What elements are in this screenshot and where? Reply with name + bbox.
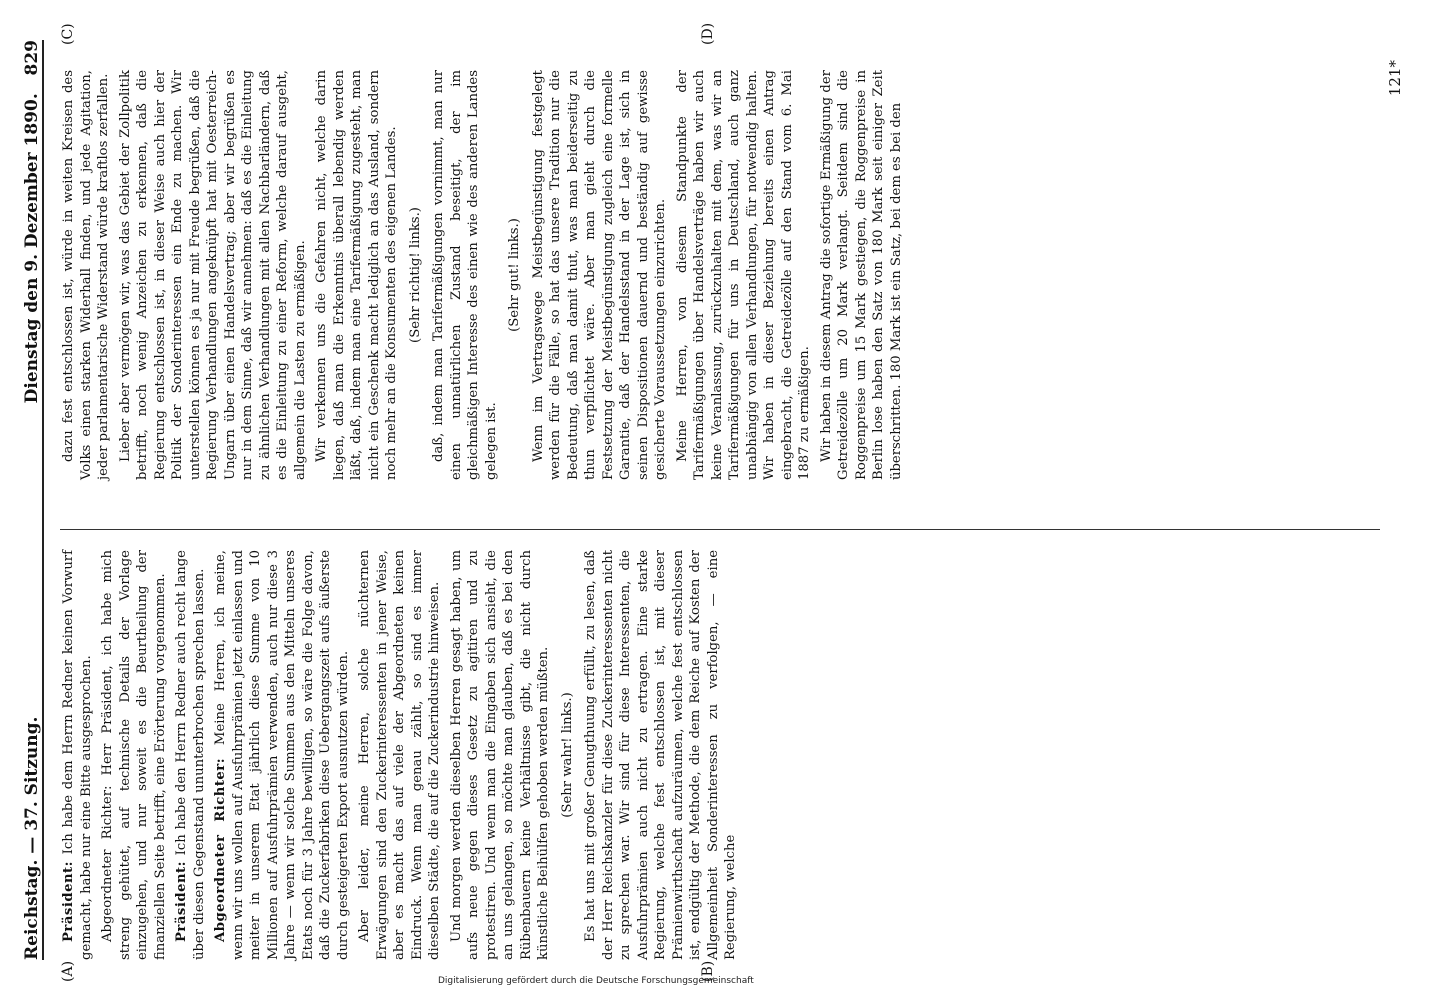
paragraph-text: Wenn im Vertragswege Meistbegünstigung festgelegt werden für die Fälle, so hat das unsere Tradition nur die Bedeutung, daß man damit thut, was man beiderseitig zu thun verpflichtet wäre. Aber man gieht durch die Festsetzung der Meistbegünstigung zugleich eine formelle Garantie, daß der Handelsstand in der Lage ist, sich in seinen Dispositionen dauernd und beständig auf gewisse gesicherte Voraussetzungen einzurichten. <box>530 70 668 480</box>
paragraph-text: Aber leider, meine Herren, solche nüchternen Erwägungen sind den Zuckerinteressenten in jener Weise, aber es macht das auf viele der Abgeordneten keinen Eindruck. Wenn man genau zählt, so sind es immer dieselben Städte, die auf die Zuckerindustrie hinweisen. <box>357 550 442 960</box>
paragraph-text: (Sehr richtig! links.) <box>407 207 423 343</box>
paragraph <box>430 70 500 480</box>
paragraph-text: Wir verkennen uns die Gefahren nicht, welche darin liegen, daß man die Erkenntnis überall lebendig werden läßt, daß, indem man eine Tarifermäßigung zugesteht, man nicht ein Geschenk macht lediglich an das Ausland, sondern noch mehr an die Konsumenten des eigenen Landes. <box>314 70 399 480</box>
digitization-note <box>8 970 1008 992</box>
header-right <box>22 40 42 403</box>
paragraph <box>582 550 740 960</box>
paragraph-text: Wir haben in diesem Antrag die sofortige Ermäßigung der Getreidezölle um 20 Mark verlangt. Seitdem sind die Roggenpreise um 15 Mark gestiegen, die Roggenpreise in Berlin lose haben den Satz von 180 Mark seit einiger Zeit überschritten. 180 Mark ist ein Satz, bei dem es bei den <box>818 70 904 480</box>
speaker-label: Präsident: <box>174 855 189 942</box>
paragraph-text: dazu fest entschlossen ist, würde in weiten Kreisen des Volks einen starken Widerhall finden, und jede Agitation, jeder parlamentarische Widerstand würde kraftlos zerfallen. <box>61 70 111 480</box>
paragraph <box>60 550 95 960</box>
paragraph <box>674 70 814 480</box>
paragraph-text: Abgeordneter Richter: Herr Präsident, ich habe mich streng gehütet, auf technische Details der Vorlage einzugehen, und nur soweit es die Beurtheilung der finanziellen Seite betrifft, eine Erörterung vorgenommen. <box>100 550 168 960</box>
paragraph <box>60 70 113 480</box>
paragraph-text: Meine Herren, von diesem Standpunkte der Tarifermäßigungen über Handelsverträge haben wir auch keine Veranlassung, zurückzuhalten mit dem, was wir an Tarifermäßigungen für uns in Deutschland, auch ganz unabhängig von allen Verhandlungen, für notwendig halten. Wir haben in dieser Beziehung bereits einen Antrag eingebracht, die Getreidezölle auf den Stand vom 6. Mai 1887 zu ermäßigen. <box>674 70 812 480</box>
paragraph <box>448 550 553 960</box>
paragraph <box>313 70 401 480</box>
paragraph-text: (Sehr gut! links.) <box>507 218 522 332</box>
footer-signature: 121* <box>1386 60 1404 97</box>
paragraph <box>117 70 310 480</box>
speaker-label: Abgeordneter Richter: <box>213 745 228 942</box>
digitization-note-text: Digitalisierung gefördert durch die Deutsche Forschungsgemeinschaft <box>438 976 754 986</box>
marker-a: (A) <box>60 960 76 982</box>
paragraph <box>530 70 670 480</box>
paragraph <box>407 70 425 480</box>
marker-b: (B) <box>700 960 716 982</box>
paragraph-text: Es hat uns mit großer Genugthuung erfüllt, zu lesen, daß der Herr Reichskanzler für diese Zuckerinteressenten nicht zu sprechen war. Wir sind für diese Interessenten, die Ausfuhrprämien auch nicht zu ertragen. Eine starke Regierung, welche fest entschlossen ist, mit dieser Prämienwirthschaft aufzuräumen, welche fest entschlossen ist, endgültig der Methode, die dem Reiche auf Kosten der Allgemeinheit Sonderinteressen zu verfolgen, — eine Regierung, welche <box>583 550 738 960</box>
paragraph <box>559 550 577 960</box>
page-header <box>14 40 44 960</box>
paragraph-text: (Sehr wahr! links.) <box>559 692 575 818</box>
paragraph <box>356 550 444 960</box>
paragraph-text: Lieber aber vermögen wir, was das Gebiet der Zollpolitik betrifft, noch wenig Anzeichen zu erkennen, daß die Regierung entschlossen ist, in dieser Weise auch hier der Politik der Sonderinteressen ein Ende zu machen. Wir unterstellen können es ja nur mit Freude begrüßen, daß die Regierung Verhandlungen angeknüpft hat mit Oesterreich-Ungarn über einen Handelsvertrag; aber wir begrüßen es nur in dem Sinne, daß wir annehmen: daß es die Einleitung zu ähnlichen Verhandlungen mit allen Nachbarländern, daß es die Einleitung zu einer Reform, welche darauf ausgeht, allgemein die Lasten zu ermäßigen. <box>117 70 308 480</box>
marker-d: (D) <box>700 22 716 45</box>
speaker-label: Präsident: <box>61 854 76 942</box>
marker-c: (C) <box>60 23 76 45</box>
paragraph <box>212 550 352 960</box>
page-number: 829 <box>22 40 42 76</box>
left-column <box>60 550 744 960</box>
paragraph-text: Und morgen werden dieselben Herren gesagt haben, um aufs neue gegen dieses Gesetz zu agitiren und zu protestiren. Und wenn man die Eingaben sich ansieht, die an uns gelangen, so möchte man glauben, daß es bei den Rübenbauern keine Verhältnisse gibt, die nicht durch künstliche Beihülfen gehoben werden müßten. <box>448 550 551 960</box>
paragraph <box>818 70 906 480</box>
paragraph <box>506 70 524 480</box>
column-divider <box>60 529 1380 530</box>
paragraph-text: Meine Herren, ich meine, wenn wir uns wollen auf Ausfuhrprämien jetzt einlassen und meiter in unserem Etat jährlich diese Summe von 10 Millionen auf Ausfuhrprämien verwenden, auch nur diese 3 Jahre — wenn wir solche Summen aus den Mitteln unseres Etats noch für 3 Jahre bewilligen, so wäre die Folge davon, daß die Zuckerfabriken diese Uebergangszeit aufs äußerste durch gesteigerten Export ausnutzen würden. <box>213 550 351 960</box>
paragraph-text: Ich habe dem Herrn Redner keinen Vorwurf gemacht, habe nur eine Bitte ausgesprochen. <box>61 550 94 960</box>
paragraph-text: daß, indem man Tarifermäßigungen vornimmt, man nur einen unnatürlichen Zustand beseitigt, der im gleichmäßigen Interesse des einen wie des anderen Landes gelegen ist. <box>431 70 499 480</box>
header-date: Dienstag den 9. Dezember 1890. <box>22 93 42 404</box>
header-left: Reichstag. — 37. Sitzung. <box>22 716 42 960</box>
right-column <box>60 70 909 480</box>
paragraph <box>173 550 208 960</box>
paragraph-text: Ich habe den Herrn Redner auch recht lange über diesen Gegenstand ununterbrochen sprechen lassen. <box>174 550 207 960</box>
paragraph <box>99 550 169 960</box>
